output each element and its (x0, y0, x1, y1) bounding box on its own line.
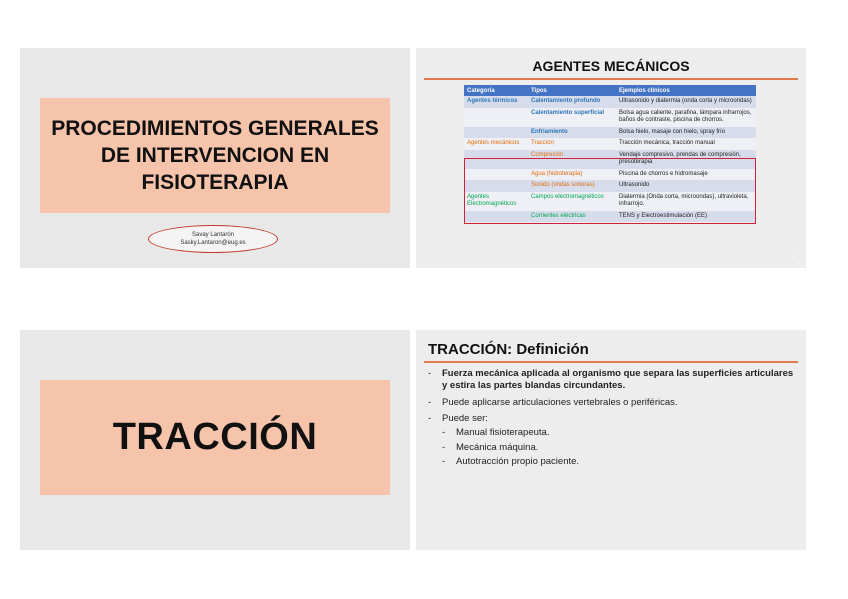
sub-list-item (428, 427, 798, 439)
table-row (464, 127, 756, 139)
sub-list-item (428, 442, 798, 454)
bullet-dash: - (442, 427, 446, 439)
sub-bullet-text: Autotracción propio paciente. (456, 456, 580, 468)
bullet-dash: - (428, 413, 432, 425)
row-type: Compresión (528, 150, 616, 169)
slide-2[interactable] (416, 48, 806, 268)
list-item (428, 413, 798, 425)
row-type: Agua (hidroterapia) (528, 169, 616, 181)
row-category (464, 108, 528, 127)
bullet-dash: - (442, 441, 446, 453)
table-row (464, 138, 756, 150)
sub-bullet-text: Manual fisioterapeuta. (456, 427, 550, 439)
row-examples: Diatermia (Onda corta, microondas), ultravioleta, infrarrojo. (616, 192, 756, 211)
row-examples: Bolsa agua caliente, parafina, lámpara infrarrojos, baños de contraste, piscina de chorros. (616, 108, 756, 127)
row-examples: Tracción mecánica, tracción manual (616, 138, 756, 150)
row-examples: Piscina de chorros e hidromasaje (616, 169, 756, 181)
row-examples: TENS y Electroestimulación (EE) (616, 211, 756, 223)
row-type: Corrientes eléctricas (528, 211, 616, 223)
bullet-dash: - (442, 456, 446, 468)
definition-list (428, 368, 798, 470)
row-category: Agentes térmicos (464, 96, 528, 108)
author-name: Savay Lantarón (191, 231, 235, 238)
row-type: Campos electromagnéticos (528, 192, 616, 211)
row-examples: Bolsa hielo, masaje con hielo, spray frío (616, 127, 756, 139)
slide-1[interactable] (20, 48, 410, 268)
bullet-dash: - (428, 396, 432, 408)
header-category: Categoría (464, 85, 528, 96)
header-types: Tipos (528, 85, 616, 96)
title-box (40, 98, 390, 213)
sub-list-item (428, 456, 798, 468)
sub-bullet-text: Mecánica máquina. (456, 441, 539, 453)
list-item (428, 368, 798, 393)
row-type: Calentamiento superficial (528, 108, 616, 127)
author-oval (148, 225, 278, 253)
list-item (428, 397, 798, 409)
row-type: Enfriamiento (528, 127, 616, 139)
row-type: Sonido (ondas sonoras) (528, 180, 616, 192)
mechanical-agents-highlight (464, 158, 756, 224)
slide-3[interactable] (20, 330, 410, 550)
definition-text: Fuerza mecánica aplicada al organismo que separa las superficies articulares y estira las partes blandas circundantes. (442, 368, 794, 392)
bullet-dash: - (428, 368, 432, 379)
row-category: Agentes Electromagnéticos (464, 192, 528, 211)
table-header-row (464, 85, 756, 96)
row-examples: Ultrasonido (616, 180, 756, 192)
slide-title: AGENTES MECÁNICOS (532, 58, 690, 74)
row-examples: Ultrasonido y diatermia (onda corta y microondas) (616, 96, 756, 108)
table-row (464, 108, 756, 127)
row-examples: Vendaje compresivo, prendas de compresión, presoterapia (616, 150, 756, 169)
slide-title: TRACCIÓN: Definición (428, 341, 589, 358)
author-email: Sasky.Lantaron@eug.es (180, 240, 246, 246)
bullet-text: Puede aplicarse articulaciones vertebrales o periféricas. (442, 396, 678, 408)
presentation-title: PROCEDIMIENTOS GENERALES DE INTERVENCION EN FISIOTERAPIA (51, 116, 379, 195)
page-number: 2 (791, 254, 794, 260)
row-type: Calentamiento profundo (528, 96, 616, 108)
table-row (464, 96, 756, 108)
bullet-text: Puede ser: (442, 413, 488, 425)
section-title: TRACCIÓN (112, 416, 318, 458)
title-underline (424, 78, 798, 80)
header-examples: Ejemplos clínicos (616, 85, 756, 96)
row-category (464, 127, 528, 139)
row-category: Agentes mecánicos (464, 138, 528, 150)
title-underline (424, 361, 798, 363)
row-type: Tracción (528, 138, 616, 150)
slide-4[interactable] (416, 330, 806, 550)
title-box (40, 380, 390, 495)
